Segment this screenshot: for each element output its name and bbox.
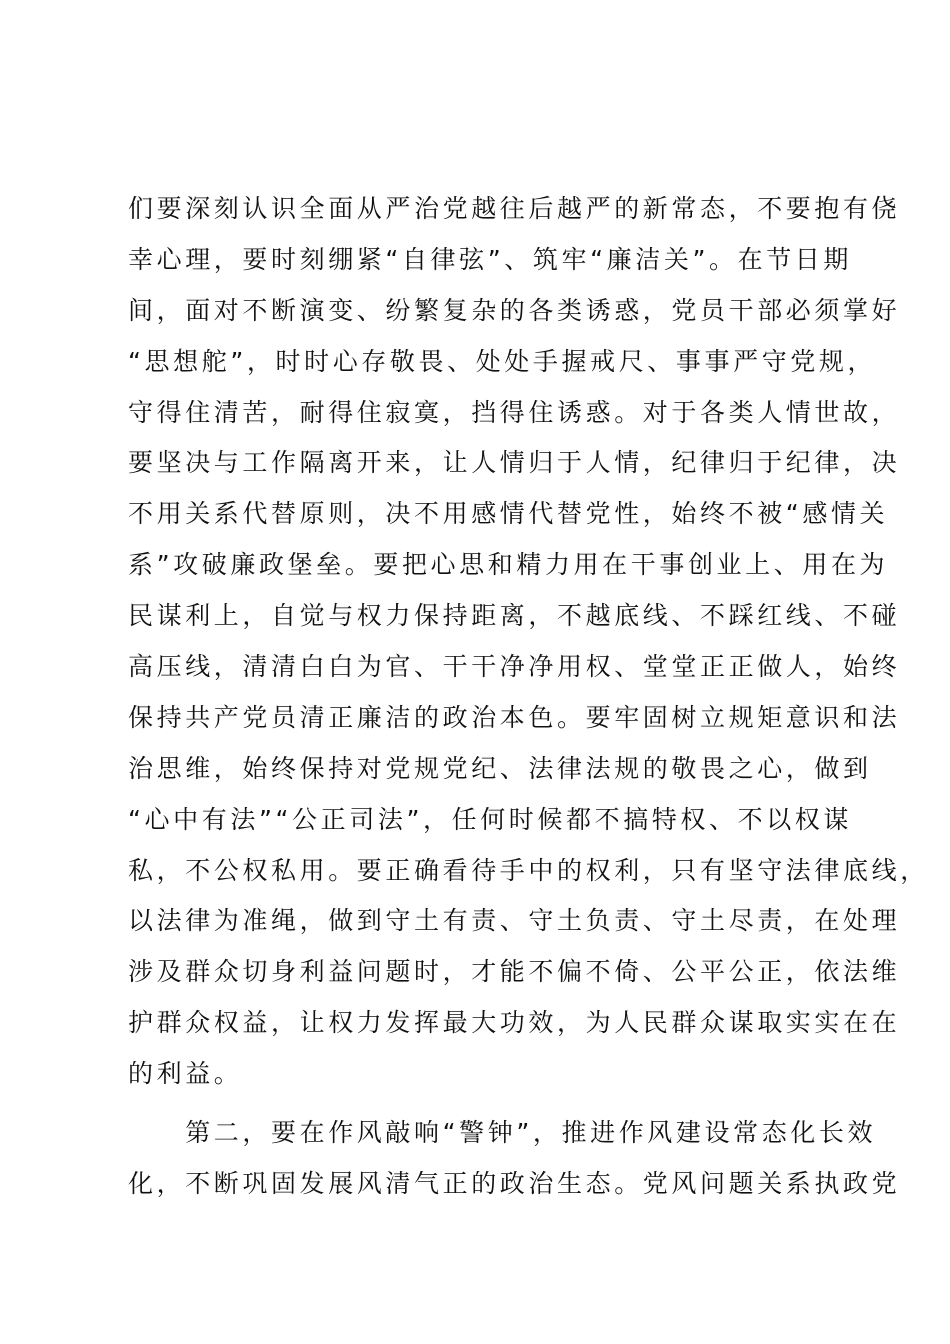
text-line: 护群众权益，让权力发挥最大功效，为人民群众谋取实实在在 (128, 1008, 901, 1038)
text-line: 不用关系代替原则，决不用感情代替党性，始终不被“感情关 (128, 499, 889, 529)
text-line: “思想舵”，时时心存敬畏、处处手握戒尺、事事严守党规， (128, 346, 877, 376)
text-line: 间，面对不断演变、纷繁复杂的各类诱惑，党员干部必须掌好 (128, 295, 901, 325)
text-line: “心中有法”“公正司法”，任何时候都不搞特权、不以权谋 (128, 804, 853, 834)
text-line: 守得住清苦，耐得住寂寞，挡得住诱惑。对于各类人情世故， (128, 397, 901, 427)
text-line: 私，不公权私用。要正确看待手中的权利，只有坚守法律底线， (128, 855, 929, 885)
text-line: 民谋利上，自觉与权力保持距离，不越底线、不踩红线、不碰 (128, 601, 901, 631)
text-line: 们要深刻认识全面从严治党越往后越严的新常态，不要抱有侥 (128, 194, 901, 223)
text-line: 保持共产党员清正廉洁的政治本色。要牢固树立规矩意识和法 (128, 702, 901, 732)
text-line: 涉及群众切身利益问题时，才能不偏不倚、公平公正，依法维 (128, 957, 901, 987)
body-text (128, 184, 929, 1210)
text-line: 以法律为准绳，做到守土有责、守土负责、守土尽责，在处理 (128, 906, 901, 936)
text-line: 的利益。 (128, 1059, 243, 1089)
text-line: 要坚决与工作隔离开来，让人情归于人情，纪律归于纪律，决 (128, 448, 901, 478)
paragraph-start-line: 第二，要在作风敲响“警钟”，推进作风建设常态化长效 (128, 1118, 877, 1148)
text-line: 系”攻破廉政堡垒。要把心思和精力用在干事创业上、用在为 (128, 550, 889, 580)
text-line: 化，不断巩固发展风清气正的政治生态。党风问题关系执政党 (128, 1168, 901, 1198)
text-line: 幸心理，要时刻绷紧“自律弦”、筑牢“廉洁关”。在节日期 (128, 244, 853, 274)
text-line: 治思维，始终保持对党规党纪、法律法规的敬畏之心，做到 (128, 753, 872, 783)
text-line: 高压线，清清白白为官、干干净净用权、堂堂正正做人，始终 (128, 652, 901, 682)
